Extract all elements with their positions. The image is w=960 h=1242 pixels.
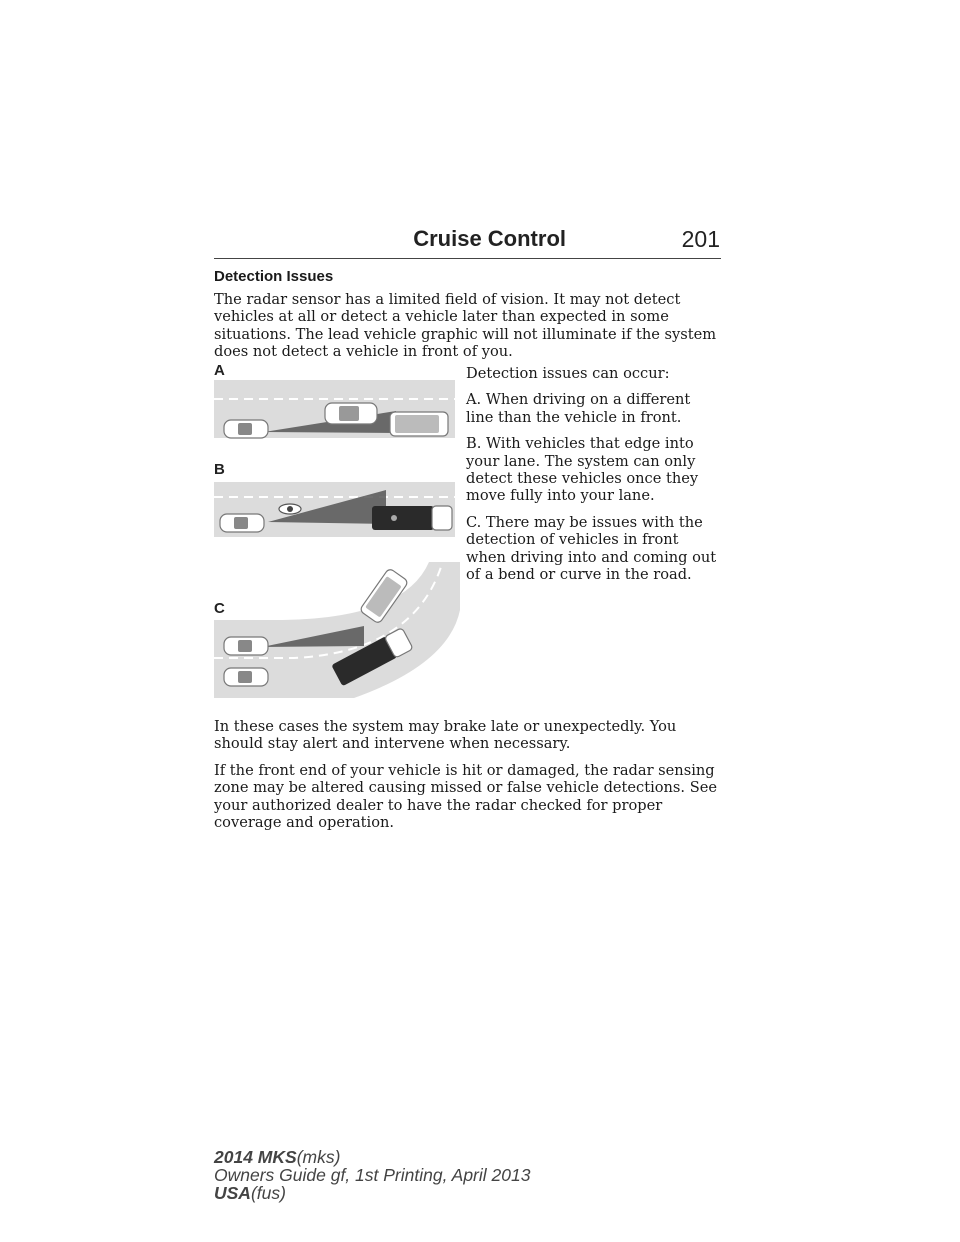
own-car-b bbox=[220, 514, 264, 532]
section-heading: Detection Issues bbox=[214, 268, 334, 285]
body-text bbox=[214, 718, 721, 840]
page-header-title: Cruise Control bbox=[413, 226, 566, 251]
detection-issues-illustration bbox=[214, 364, 460, 698]
detection-issues-list bbox=[466, 365, 722, 592]
scene-a bbox=[214, 380, 455, 438]
footer-line-1 bbox=[214, 1148, 530, 1166]
figure-label-b: B bbox=[214, 461, 225, 478]
lead-vehicle-a bbox=[325, 403, 377, 424]
motorcycle-b bbox=[279, 504, 301, 514]
footer-market-code: (fus) bbox=[250, 1183, 286, 1203]
page-footer bbox=[214, 1148, 530, 1202]
page-number: 201 bbox=[681, 226, 720, 252]
other-car-c bbox=[224, 668, 268, 686]
header-divider bbox=[214, 258, 721, 259]
footer-model-code: (mks) bbox=[296, 1147, 341, 1167]
own-car-c bbox=[224, 637, 268, 655]
body-paragraph-2: If the front end of your vehicle is hit or damaged, the radar sensing zone may be altered causing missed or false vehicle detections. See your authorized dealer to have the radar checked for proper coverage and operation. bbox=[214, 761, 717, 832]
footer-line-3 bbox=[214, 1184, 530, 1202]
van-a bbox=[390, 412, 448, 436]
figure-label-a: A bbox=[214, 362, 225, 379]
scene-b bbox=[214, 482, 455, 537]
own-car-a bbox=[224, 420, 268, 438]
footer-market: USA bbox=[214, 1183, 251, 1203]
body-paragraph-1: In these cases the system may brake late or unexpectedly. You should stay alert and intervene when necessary. bbox=[214, 718, 677, 753]
scene-c bbox=[214, 562, 460, 698]
footer-line-2: Owners Guide gf, 1st Printing, April 2013 bbox=[214, 1165, 531, 1185]
intro-paragraph: The radar sensor has a limited field of vision. It may not detect vehicles at all or detect a vehicle later than expected in some situations. The lead vehicle graphic will not illuminate if the system does not detect a vehicle in front of you. bbox=[214, 291, 717, 361]
list-intro: Detection issues can occur: bbox=[466, 365, 670, 382]
truck-b bbox=[372, 506, 452, 530]
list-item-b: B. With vehicles that edge into your lane. The system can only detect these vehicles once they move fully into your lane. bbox=[466, 435, 699, 505]
footer-model: 2014 MKS bbox=[214, 1147, 297, 1167]
list-item-a: A. When driving on a different line than the vehicle in front. bbox=[466, 391, 691, 426]
figure-label-c: C bbox=[214, 600, 225, 617]
list-item-c: C. There may be issues with the detection of vehicles in front when driving into and coming out of a bend or curve in the road. bbox=[466, 513, 717, 584]
